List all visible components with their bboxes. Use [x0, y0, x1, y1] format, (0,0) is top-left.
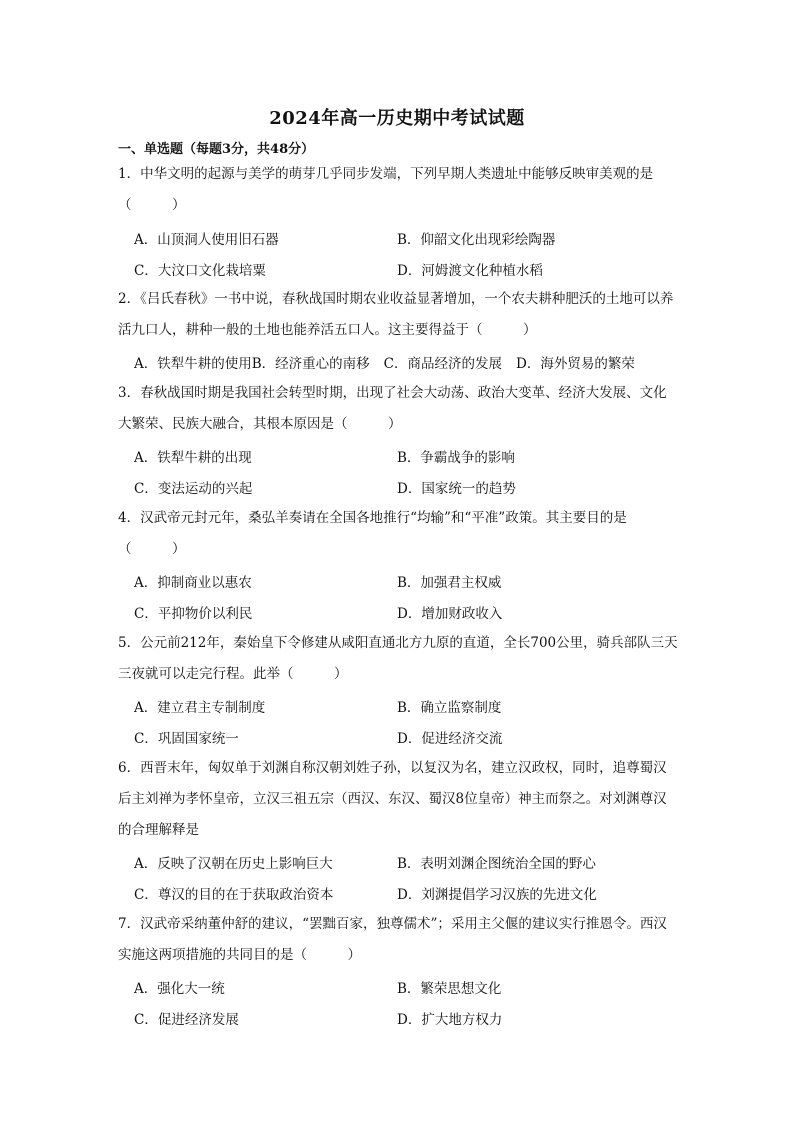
question-2-stem: 2．《吕氏春秋》一书中说，春秋战国时期农业收益显著增加，一个农夫耕种肥沃的土地可以养活九口人，耕种一般的土地也能养活五口人。这主要得益于（ ）: [118, 291, 674, 338]
q6-option-d: D．刘渊提倡学习汉族的先进文化: [397, 887, 597, 903]
question-1-stem: 1．中华文明的起源与美学的萌芽几乎同步发端，下列早期人类遗址中能够反映审美观的是（ ）: [118, 166, 654, 213]
q4-option-d: D．增加财政收入: [397, 606, 503, 622]
q3-option-b: B．争霸战争的影响: [397, 450, 515, 466]
q1-option-d: D．河姆渡文化种植水稻: [397, 263, 543, 279]
q6-option-a: A．反映了汉朝在历史上影响巨大: [134, 856, 333, 872]
q5-option-a: A．建立君主专制制度: [134, 700, 266, 716]
q2-option-d: D．海外贸易的繁荣: [516, 356, 635, 372]
q5-option-b: B．确立监察制度: [397, 700, 502, 716]
q6-option-b: B．表明刘渊企图统治全国的野心: [397, 856, 596, 872]
question-6-stem: 6．西晋末年，匈奴单于刘渊自称汉朝刘姓子孙，以复汉为名，建立汉政权，同时，追尊蜀汉后主刘禅为孝怀皇帝，立汉三祖五宗（西汉、东汉、蜀汉8位皇帝）神主而祭之。对刘渊尊汉的合理解释是: [118, 760, 667, 838]
q7-option-c: C．促进经济发展: [134, 1012, 239, 1028]
q5-option-c: C．巩固国家统一: [134, 731, 239, 747]
question-4-stem: 4．汉武帝元封元年，桑弘羊奏请在全国各地推行“均输”和“平准”政策。其主要目的是（ ）: [118, 510, 627, 557]
q2-option-a: A．铁犁牛耕的使用: [134, 356, 252, 372]
q1-option-b: B．仰韶文化出现彩绘陶器: [397, 232, 556, 248]
q7-option-b: B．繁荣思想文化: [397, 981, 502, 997]
q4-option-a: A．抑制商业以惠农: [134, 575, 252, 591]
question-5-stem: 5．公元前212年，秦始皇下令修建从咸阳直通北方九原的直道，全长700公里，骑兵部队三天三夜就可以走完行程。此举（ ）: [118, 635, 678, 682]
q3-option-a: A．铁犁牛耕的出现: [134, 450, 252, 466]
q7-option-a: A．强化大一统: [134, 981, 225, 997]
q6-option-c: C．尊汉的目的在于获取政治资本: [134, 887, 334, 903]
q7-option-d: D．扩大地方权力: [397, 1012, 503, 1028]
q2-options-row: [134, 352, 649, 372]
page-title: 2024年高一历史期中考试试题: [269, 108, 525, 129]
q4-option-c: C．平抑物价以利民: [134, 606, 253, 622]
q5-option-d: D．促进经济交流: [397, 731, 503, 747]
q4-option-b: B．加强君主权威: [397, 575, 502, 591]
q1-option-a: A．山顶洞人使用旧石器: [134, 232, 279, 248]
q2-option-c: C．商品经济的发展: [383, 356, 503, 372]
q3-option-c: C．变法运动的兴起: [134, 481, 253, 497]
q3-option-d: D．国家统一的趋势: [397, 481, 516, 497]
q2-option-b: B．经济重心的南移: [251, 356, 370, 372]
q1-option-c: C．大汶口文化栽培粟: [134, 263, 266, 279]
section-heading: 一、单选题（每题3分，共48分）: [118, 142, 315, 157]
question-7-stem: 7．汉武帝采纳董仲舒的建议，“罢黜百家，独尊儒术”；采用主父偃的建议实行推恩令。西汉实施这两项措施的共同目的是（ ）: [118, 916, 667, 963]
question-3-stem: 3．春秋战国时期是我国社会转型时期，出现了社会大动荡、政治大变革、经济大发展、文化大繁荣、民族大融合，其根本原因是（ ）: [118, 385, 667, 432]
